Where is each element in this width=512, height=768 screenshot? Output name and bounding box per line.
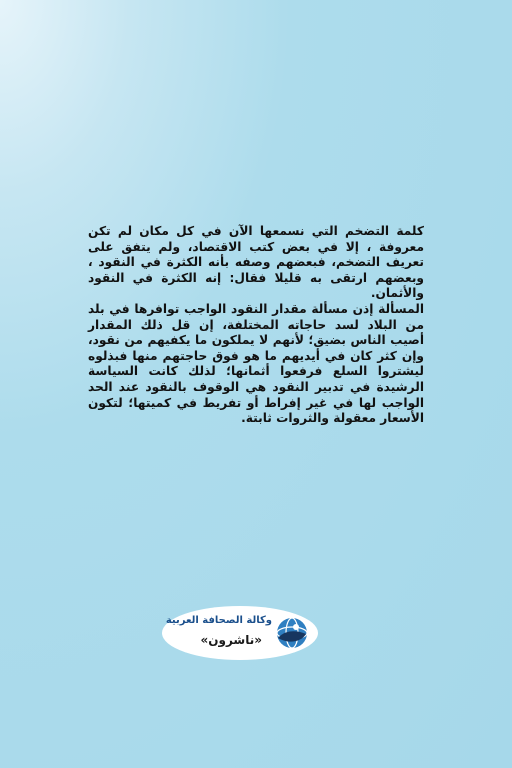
blurb-paragraph-1: كلمة التضخم التي نسمعها الآن في كل مكان لم تكن معروفة ، إلا في بعض كتب الاقتصاد، ولم يتفق على تعريف التضخم، فبعضهم وصفه بأنه الكثرة في النقود ، وبعضهم ارتقى به قليلا فقال: إنه الكثرة في النقود والأثمان.: [88, 224, 424, 301]
publisher-name: وكالة الصحافة العربية: [165, 615, 272, 626]
publisher-logo: [162, 606, 318, 660]
globe-hand-icon: [272, 614, 312, 652]
publisher-imprint: «ناشرون»: [200, 633, 262, 647]
blurb-paragraph-2: المسألة إذن مسألة مقدار النقود الواجب توافرها في بلد من البلاد لسد حاجاته المختلفة، إن قل ذلك المقدار أصيب الناس بضيق؛ لأنهم لا يملكون ما يكفيهم من نقود، وإن كثر كان في أيديهم ما هو فوق حاجتهم منها فبذلوه ليشتروا السلع فرفعوا أثمانها؛ لذلك كانت السياسة الرشيدة في تدبير النقود هي الوقوف بالنقود عند الحد الواجب لها في غير إفراط أو تفريط في كميتها؛ لتكون الأسعار معقولة والثروات ثابتة.: [88, 301, 424, 426]
back-cover-blurb: [88, 224, 424, 427]
